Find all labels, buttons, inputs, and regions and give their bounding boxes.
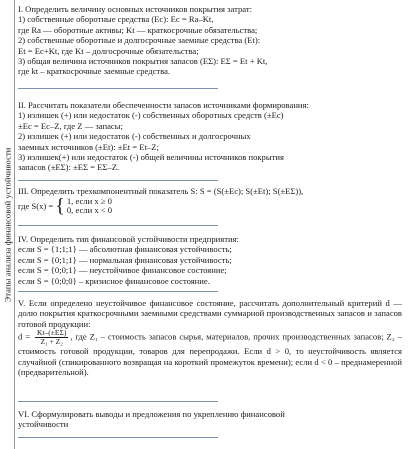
s6-line: VI. Сформулировать выводы и предложения по укреплению финансовой	[18, 409, 285, 419]
s2-line: 1) излишек (+) или недостаток (-) собственных оборотных средств (±Ec)	[18, 110, 284, 121]
section-divider	[18, 225, 218, 226]
section-divider	[18, 180, 218, 181]
s5-rest: , где Z₁ – стоимость запасов сырья, материалов, прочих производственных запасов; Z₂ – стоимость готовой продукции, товаров для перепродажи. Если d > 0, то неустойчивость является случайной (спикированного возвращая на короткий промежуток времени); если d < 0 – преднамеренной (предварительной).	[18, 331, 402, 378]
s5-frac-num: Kt–(±EΣ)	[37, 329, 67, 338]
s1-line: 1) собственные оборотные средства (Ec): Ec = Ra–Kt,	[18, 14, 214, 25]
s3-line: III. Определить трехкомпонентный показатель S: S = (S(±Ec); S(±Et); S(±EΣ)),	[18, 186, 304, 196]
s3-formula	[18, 196, 402, 216]
s1-line: Et = Ec+Kt, где Kt – долгосрочные обязательства;	[18, 45, 199, 56]
s2-line: ±Ec = Ec–Z, где Z — запасы;	[18, 120, 123, 131]
s2-line: II. Рассчитать показатели обеспеченности запасов источниками формирования:	[18, 100, 309, 110]
s3-case: 1, если x ≥ 0	[66, 195, 112, 206]
s3-case: 0, если x < 0	[66, 205, 113, 216]
s4-line: если S = {0;0;1} — неустойчивое финансовое состояние;	[18, 265, 227, 276]
s1-line: 3) общая величина источников покрытия запасов (EΣ): EΣ = Et + Kt,	[18, 56, 268, 67]
side-label	[0, 0, 14, 449]
section-divider	[18, 437, 218, 438]
s3-cases	[67, 197, 112, 216]
s1-line: 2) собственные оборотные и долгосрочные заемные средства (Et):	[18, 35, 261, 46]
brace-symbol: {	[55, 195, 65, 218]
section-divider	[18, 401, 218, 402]
s4-line: если S = {1;1;1} — абсолютная финансовая устойчивость;	[18, 244, 232, 255]
s5-frac-den: Z₁ + Z₂	[40, 337, 63, 347]
section-5	[18, 298, 402, 377]
section-divider	[18, 291, 218, 292]
s2-line: 2) излишек (+) или недостаток (-) собственных и долгосрочных	[18, 131, 251, 142]
s3-where: где S(x) =	[18, 201, 54, 212]
s4-line: IV. Определить тип финансовой устойчивости предприятия:	[18, 234, 239, 244]
s1-line: где kt – краткосрочные заемные средства.	[18, 66, 171, 77]
s5-intro: V. Если определено неустойчивое финансовое состояние, рассчитать дополнительный критерий d — долю покрытия краткосрочными заемными средствами суммарной производственных запасов и запасов готовой продукции:	[18, 298, 402, 329]
side-label-text: Этапы анализа финансовой устойчивости	[2, 147, 13, 302]
section-6	[18, 409, 402, 430]
s4-line: если S = {0;1;1} — нормальная финансовая устойчивость;	[18, 254, 232, 265]
s2-line: заемных источников (±Et): ±Et = Et–Z;	[18, 141, 159, 152]
section-divider	[18, 88, 218, 89]
s5-fraction	[35, 329, 68, 346]
section-3	[18, 186, 402, 216]
section-4	[18, 234, 402, 286]
s4-line: если S = {0;0;0} – кризисное финансовое состояние.	[18, 275, 210, 286]
left-border-line	[14, 0, 15, 449]
s2-line: 3) излишек(+) или недостаток (-) общей величины источников покрытия	[18, 152, 284, 163]
s1-line: где Ra — оборотные активы; Kt — краткосрочные обязательства;	[18, 24, 258, 35]
s2-line: запасов (±EΣ): ±EΣ = EΣ–Z.	[18, 162, 120, 173]
s6-line: устойчивости	[18, 419, 69, 430]
s1-line: I. Определить величину основных источников покрытия затрат:	[18, 4, 252, 14]
s5-d-prefix: d =	[18, 331, 31, 342]
section-1	[18, 4, 402, 77]
s5-formula-block	[18, 329, 402, 377]
section-2	[18, 100, 402, 173]
